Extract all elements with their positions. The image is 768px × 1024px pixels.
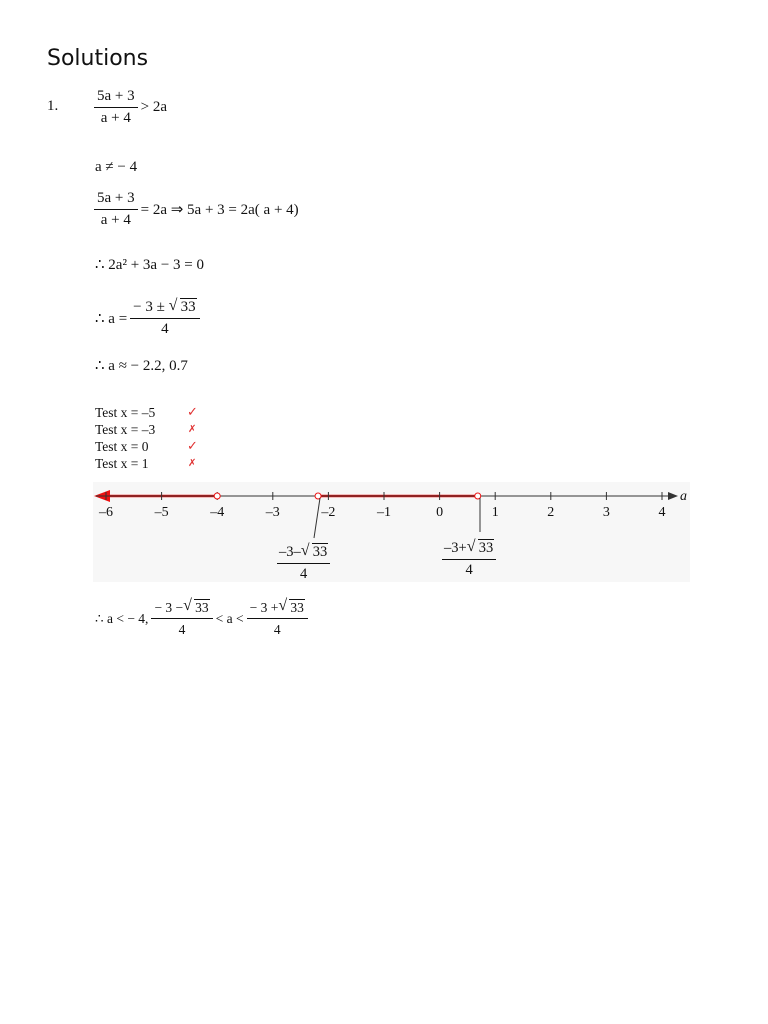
formula-fraction (130, 299, 199, 338)
test-list (95, 404, 215, 472)
formula (95, 299, 200, 338)
label-right-den: 4 (465, 562, 473, 578)
number-line-arrow-right (668, 492, 678, 500)
conclusion-middle: < a < (215, 610, 244, 626)
sqrt-symbol: √ 33 (466, 538, 494, 556)
tick-label: –6 (99, 505, 113, 520)
test-item (95, 404, 215, 421)
sqrt-symbol: √ 33 (168, 297, 196, 315)
conclusion-right-den: 4 (273, 622, 281, 637)
formula-radicand: 33 (180, 299, 196, 315)
formula-prefix: ∴ a = (95, 311, 128, 327)
sqrt-symbol: √ 33 (300, 542, 328, 560)
conclusion-right-pre: − 3 + (249, 600, 279, 615)
conclusion-prefix: ∴ a < − 4, (95, 610, 149, 626)
check-icon: ✓ (187, 405, 198, 420)
conclusion (95, 599, 308, 638)
conclusion-left-pre: − 3 − (154, 600, 184, 615)
test-item (95, 438, 215, 455)
approximation: ∴ a ≈ − 2.2, 0.7 (95, 358, 188, 374)
leader-line-left (314, 498, 320, 538)
conclusion-left-fraction (151, 599, 212, 638)
inequality-denominator: a + 4 (100, 110, 131, 126)
inequality-fraction (94, 88, 138, 127)
label-left-den: 4 (300, 566, 308, 582)
tick-label: –1 (377, 505, 391, 520)
label-right-root (442, 540, 496, 579)
tick-label: 0 (436, 505, 444, 520)
tick-label: –4 (210, 505, 225, 520)
tick-label: 1 (491, 505, 499, 520)
number-line-variable: a (680, 489, 687, 504)
conclusion-left-den: 4 (178, 622, 186, 637)
inequality-rhs: > 2a (140, 99, 167, 115)
tick-label: 3 (602, 505, 610, 520)
restriction: a ≠ − 4 (95, 159, 138, 175)
formula-denominator: 4 (161, 321, 169, 337)
question-number: 1. (47, 98, 59, 114)
number-line-leaders (300, 492, 500, 542)
tick-label: –3 (265, 505, 280, 520)
label-left-root (277, 544, 330, 583)
inequality-numerator: 5a + 3 (94, 88, 138, 108)
sqrt-symbol: √ 33 (183, 597, 209, 615)
test-label: Test x = –5 (95, 405, 156, 420)
check-icon: ✓ (187, 439, 198, 454)
label-right-radicand: 33 (478, 540, 494, 556)
test-item (95, 455, 215, 472)
conclusion-left-radicand: 33 (195, 600, 209, 615)
test-label: Test x = 1 (95, 456, 149, 471)
equation-denominator: a + 4 (100, 212, 131, 228)
page-title: Solutions (47, 46, 149, 71)
tick-label: 4 (658, 505, 666, 520)
tick-label: 2 (547, 505, 555, 520)
label-left-pre: –3– (279, 544, 301, 560)
equation-rest: = 2a ⇒ 5a + 3 = 2a( a + 4) (140, 202, 299, 218)
test-label: Test x = –3 (95, 422, 156, 437)
cross-icon: ✗ (188, 458, 197, 469)
open-point (214, 493, 220, 499)
equation-numerator: 5a + 3 (94, 190, 138, 210)
tick-label: –2 (321, 505, 336, 520)
equation (94, 190, 299, 229)
inequality (94, 88, 167, 127)
formula-numerator-pre: − 3 ± (133, 299, 165, 315)
conclusion-right-radicand: 33 (290, 600, 304, 615)
equation-fraction (94, 190, 138, 229)
cross-icon: ✗ (188, 424, 197, 435)
quadratic: ∴ 2a² + 3a − 3 = 0 (95, 257, 204, 273)
formula-numerator (130, 299, 199, 319)
test-item (95, 421, 215, 438)
sqrt-symbol: √ 33 (278, 597, 304, 615)
test-label: Test x = 0 (95, 439, 149, 454)
label-left-radicand: 33 (312, 544, 328, 560)
label-right-pre: –3+ (444, 540, 467, 556)
tick-label: –5 (154, 505, 169, 520)
conclusion-right-fraction (247, 599, 308, 638)
